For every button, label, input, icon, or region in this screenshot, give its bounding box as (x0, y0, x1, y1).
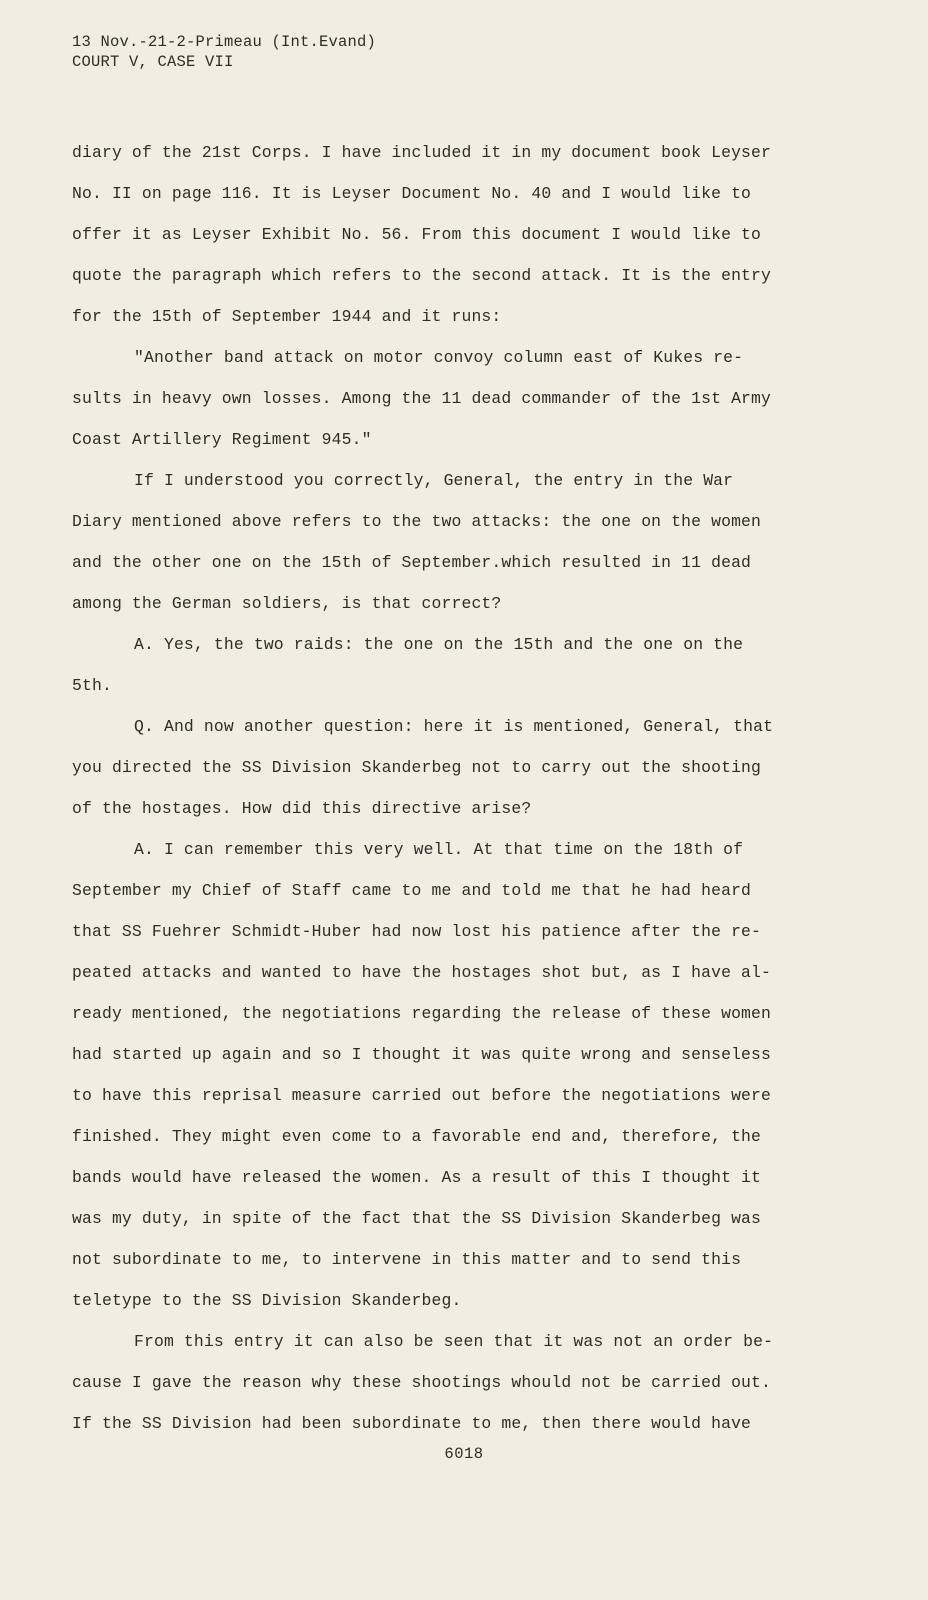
text-line: teletype to the SS Division Skanderbeg. (72, 1291, 462, 1310)
text-line: 5th. (72, 676, 112, 695)
text-line: No. II on page 116. It is Leyser Document No. 40 and I would like to (72, 184, 752, 203)
text-line: diary of the 21st Corps. I have included it in my document book Leyser (72, 143, 772, 162)
header-court-line: COURT V, CASE VII (72, 53, 234, 71)
text-line: peated attacks and wanted to have the hostages shot but, as I have al- (72, 963, 772, 982)
text-line: of the hostages. How did this directive arise? (72, 799, 532, 818)
text-line: had started up again and so I thought it was quite wrong and senseless (72, 1045, 772, 1064)
text-line: ready mentioned, the negotiations regarding the release of these women (72, 1004, 772, 1023)
text-line: From this entry it can also be seen that it was not an order be- (134, 1332, 774, 1351)
text-line: Diary mentioned above refers to the two attacks: the one on the women (72, 512, 762, 531)
text-line: and the other one on the 15th of September.which resulted in 11 dead (72, 553, 752, 572)
text-line: sults in heavy own losses. Among the 11 dead commander of the 1st Army (72, 389, 772, 408)
page-header (72, 32, 376, 72)
text-line: If the SS Division had been subordinate to me, then there would have (72, 1414, 752, 1433)
text-line: that SS Fuehrer Schmidt-Huber had now lost his patience after the re- (72, 922, 762, 941)
text-line: Coast Artillery Regiment 945." (72, 430, 372, 449)
text-line: among the German soldiers, is that correct? (72, 594, 502, 613)
text-line: was my duty, in spite of the fact that the SS Division Skanderbeg was (72, 1209, 762, 1228)
text-line: bands would have released the women. As a result of this I thought it (72, 1168, 762, 1187)
header-session-line: 13 Nov.-21-2-Primeau (Int.Evand) (72, 33, 377, 51)
text-line: not subordinate to me, to intervene in this matter and to send this (72, 1250, 742, 1269)
text-line: quote the paragraph which refers to the second attack. It is the entry (72, 266, 772, 285)
text-line: finished. They might even come to a favorable end and, therefore, the (72, 1127, 762, 1146)
text-line: Q. And now another question: here it is mentioned, General, that (134, 717, 774, 736)
page-number: 6018 (444, 1445, 484, 1463)
transcript-body (72, 132, 832, 1444)
text-line: September my Chief of Staff came to me and told me that he had heard (72, 881, 752, 900)
text-line: for the 15th of September 1944 and it runs: (72, 307, 502, 326)
text-line: A. I can remember this very well. At that time on the 18th of (134, 840, 744, 859)
text-line: offer it as Leyser Exhibit No. 56. From this document I would like to (72, 225, 762, 244)
text-line: "Another band attack on motor convoy column east of Kukes re- (134, 348, 744, 367)
text-line: If I understood you correctly, General, the entry in the War (134, 471, 734, 490)
text-line: cause I gave the reason why these shootings whould not be carried out. (72, 1373, 772, 1392)
text-line: to have this reprisal measure carried out before the negotiations were (72, 1086, 772, 1105)
text-line: A. Yes, the two raids: the one on the 15th and the one on the (134, 635, 744, 654)
text-line: you directed the SS Division Skanderbeg not to carry out the shooting (72, 758, 762, 777)
